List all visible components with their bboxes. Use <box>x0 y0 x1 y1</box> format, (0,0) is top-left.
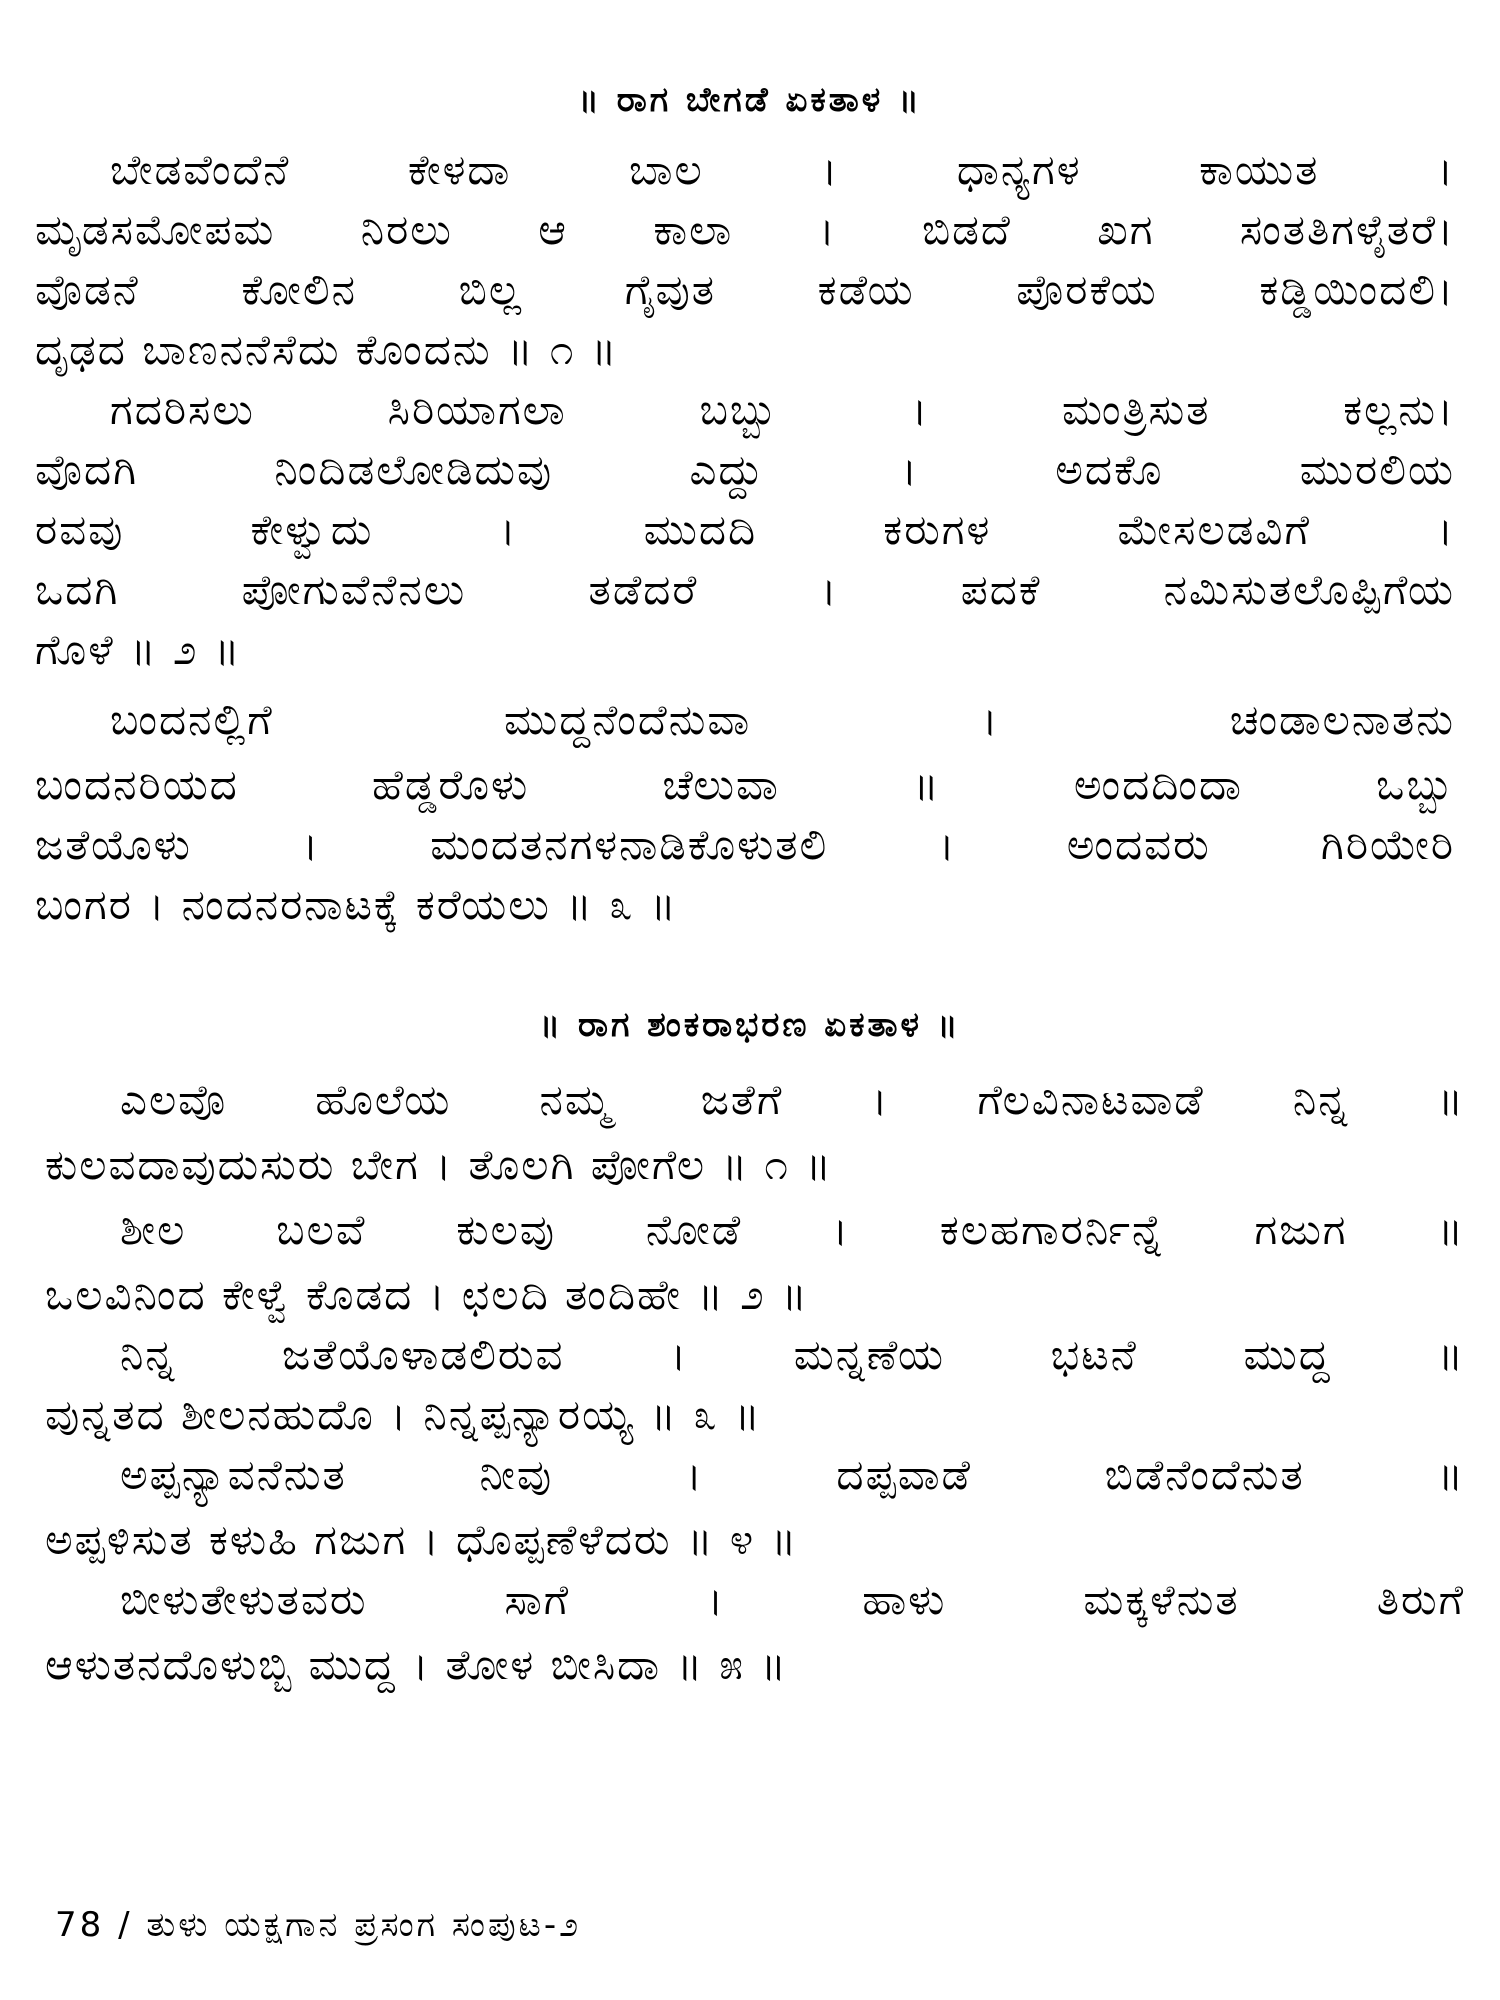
verse-line: ಬೇಡವೆಂದೆನೆ ಕೇಳದಾ ಬಾಲ । ಧಾನ್ಯಗಳ ಕಾಯುತ । <box>110 145 1455 194</box>
verse-line: ಬಂಗರ । ನಂದನರನಾಟಕ್ಕೆ ಕರೆಯಲು ॥ ೩ ॥ <box>35 880 678 929</box>
page-footer <box>55 1905 581 1945</box>
verse-line: ನಿನ್ನ ಜತೆಯೊಳಾಡಲಿರುವ । ಮನ್ನಣೆಯ ಭಟನೆ ಮುದ್ದ ॥ <box>120 1330 1465 1379</box>
verse-line: ಮೃಡಸಮೋಪಮ ನಿರಲು ಆ ಕಾಲಾ । ಬಿಡದೆ ಖಗ ಸಂತತಿಗಳೈತರೆ। <box>35 205 1455 254</box>
page-number: 78 <box>55 1905 105 1945</box>
verse-line: ಬೀಳುತೇಳುತವರು ಸಾಗೆ । ಹಾಳು ಮಕ್ಕಳೆನುತ ತಿರುಗೆ <box>120 1575 1465 1624</box>
footer-separator: / <box>118 1905 133 1945</box>
verse-line: ಬಂದನಲ್ಲಿಗೆ ಮುದ್ದನೆಂದೆನುವಾ । ಚಂಡಾಲನಾತನು <box>110 695 1455 744</box>
verse-line: ಅಪ್ಪನ್ಯಾವನೆನುತ ನೀವು । ದಪ್ಪವಾಡೆ ಬಿಡೆನೆಂದೆನುತ ॥ <box>120 1450 1465 1499</box>
verse-line: ವುನ್ನತದ ಶೀಲನಹುದೊ । ನಿನ್ನಪ್ಪನ್ಯಾರಯ್ಯ ॥ ೩ ॥ <box>45 1390 762 1439</box>
book-title: ತುಳು ಯಕ್ಷಗಾನ ಪ್ರಸಂಗ ಸಂಪುಟ-೨ <box>146 1905 582 1945</box>
section-2-heading: ॥ ರಾಗ ಶಂಕರಾಭರಣ ಏಕತಾಳ ॥ <box>539 1005 961 1045</box>
verse-line: ಗೊಳೆ ॥ ೨ ॥ <box>35 625 242 674</box>
verse-line: ಅಪ್ಪಳಿಸುತ ಕಳುಹಿ ಗಜುಗ । ಧೊಪ್ಪಣೆಳೆದರು ॥ ೪ ॥ <box>45 1515 799 1564</box>
verse-line: ಎಲವೊ ಹೊಲೆಯ ನಮ್ಮ ಜತೆಗೆ । ಗೆಲವಿನಾಟವಾಡೆ ನಿನ್ನ ॥ <box>120 1075 1465 1124</box>
verse-line: ಶೀಲ ಬಲವೆ ಕುಲವು ನೋಡೆ । ಕಲಹಗಾರರ್ನಿನ್ನೆ ಗಜುಗ ॥ <box>120 1205 1465 1254</box>
verse-line: ಒದಗಿ ಪೋಗುವೆನೆನಲು ತಡೆದರೆ । ಪದಕೆ ನಮಿಸುತಲೊಪ್ಪಿಗೆಯ <box>35 565 1455 614</box>
verse-line: ಕುಲವದಾವುದುಸುರು ಬೇಗ । ತೊಲಗಿ ಪೋಗೆಲ ॥ ೧ ॥ <box>45 1140 833 1189</box>
verse-line: ಆಳುತನದೊಳುಬ್ಬಿ ಮುದ್ದ । ತೋಳ ಬೀಸಿದಾ ॥ ೫ ॥ <box>45 1640 788 1689</box>
verse-line: ರವವು ಕೇಳ್ವುದು । ಮುದದಿ ಕರುಗಳ ಮೇಸಲಡವಿಗೆ । <box>35 505 1455 554</box>
verse-line: ಬಂದನರಿಯದ ಹೆಡ್ಡರೊಳು ಚೆಲುವಾ ॥ ಅಂದದಿಂದಾ ಒಬ್ಬು <box>35 760 1455 809</box>
verse-line: ಜತೆಯೊಳು । ಮಂದತನಗಳನಾಡಿಕೊಳುತಲಿ । ಅಂದವರು ಗಿರಿಯೇರಿ <box>35 820 1455 869</box>
verse-line: ಒಲವಿನಿಂದ ಕೇಳ್ವೆ ಕೊಡದ । ಛಲದಿ ತಂದಿಹೇ ॥ ೨ ॥ <box>45 1270 809 1319</box>
verse-line: ದೃಢದ ಬಾಣನನೆಸೆದು ಕೊಂದನು ॥ ೧ ॥ <box>35 325 619 374</box>
verse-line: ವೊಡನೆ ಕೋಲಿನ ಬಿಲ್ಲ ಗೈವುತ ಕಡೆಯ ಪೊರಕೆಯ ಕಡ್ಡಿಯಿಂದಲಿ। <box>35 265 1455 314</box>
verse-line: ಗದರಿಸಲು ಸಿರಿಯಾಗಲಾ ಬಬ್ಬು । ಮಂತ್ರಿಸುತ ಕಲ್ಲನು। <box>110 385 1455 434</box>
section-1-heading: ॥ ರಾಗ ಬೇಗಡೆ ಏಕತಾಳ ॥ <box>578 80 922 120</box>
verse-line: ವೊದಗಿ ನಿಂದಿಡಲೋಡಿದುವು ಎದ್ದು । ಅದಕೊ ಮುರಲಿಯ <box>35 445 1455 494</box>
